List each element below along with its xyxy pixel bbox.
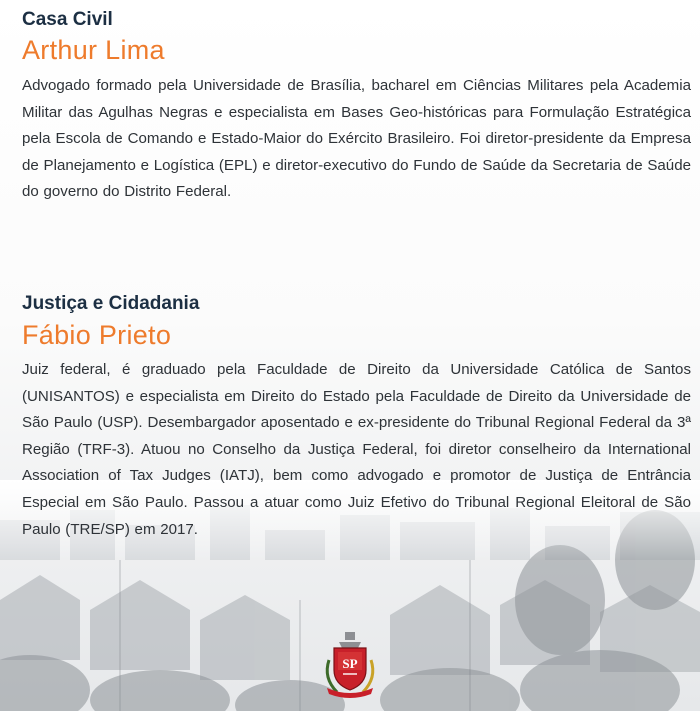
section-title-casa-civil: Casa Civil (22, 9, 113, 30)
svg-text:SP: SP (342, 656, 358, 671)
section-title-justica-cidadania: Justiça e Cidadania (22, 293, 200, 314)
bio-fabio-prieto: Juiz federal, é graduado pela Faculdade de Direito da Universidade Católica de Santos (UNISANTOS) e especialista em Direito do Estado pela Faculdade de Direito da Universidade de São Paulo (USP). Desembargador aposentado e ex-presidente do Tribunal Regional Federal da 3ª Região (TRF-3). Atuou no Conselho da Justiça Federal, foi diretor conselheiro da International Association of Tax Judges (IATJ), bem como advogado e promotor de Justiça de Entrância Especial em São Paulo. Passou a atuar como Juiz Efetivo do Tribunal Regional Eleitoral de São Paulo (TRE/SP) em 2017. (22, 361, 691, 538)
bio-arthur-lima: Advogado formado pela Universidade de Brasília, bacharel em Ciências Militares pela Academia Militar das Agulhas Negras e especialista em Bases Geo-históricas para Formulação Estratégica pela Escola de Comando e Estado-Maior do Exército Brasileiro. Foi diretor-presidente da Empresa de Planejamento e Logística (EPL) e diretor-executivo do Fundo de Saúde da Secretaria de Saúde do governo do Distrito Federal. (22, 77, 691, 201)
person-name-arthur-lima: Arthur Lima (22, 35, 165, 65)
person-name-fabio-prieto: Fábio Prieto (22, 320, 172, 350)
sao-paulo-state-seal-icon (321, 630, 379, 698)
